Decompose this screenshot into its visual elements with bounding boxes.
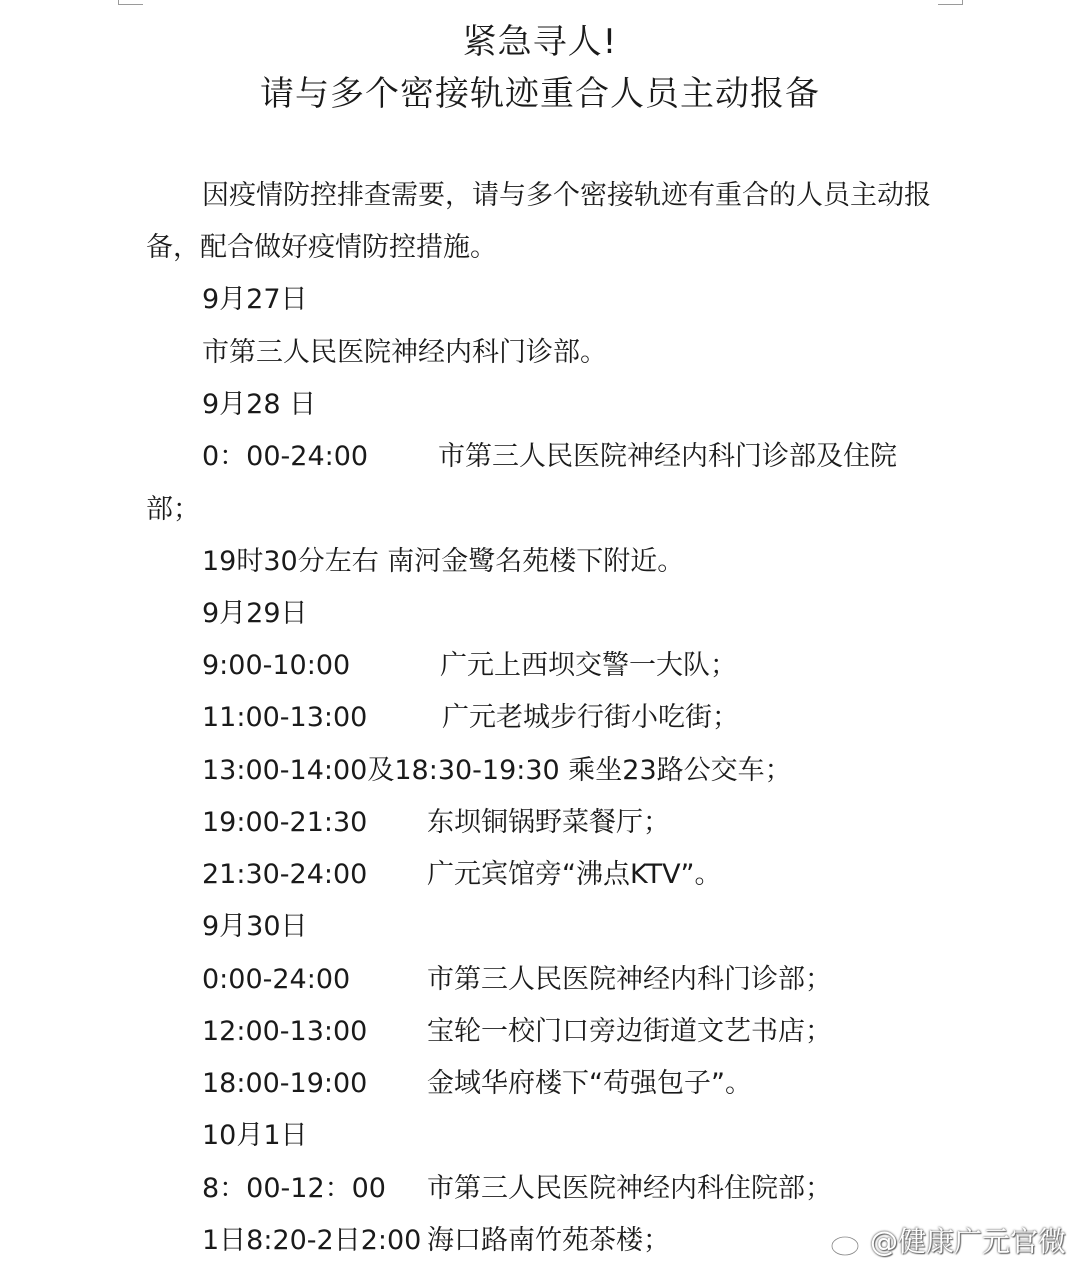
time-text: 19:00-21:30 (202, 807, 368, 838)
date-heading: 10月1日 (202, 1120, 308, 1151)
date-heading: 9月28 日 (202, 389, 317, 420)
place-text: 广元上西坝交警一大队； (440, 650, 737, 681)
place-text: 市第三人民医院神经内科门诊部及住院 (438, 441, 897, 472)
weibo-watermark (830, 1222, 1066, 1262)
document-subtitle: 请与多个密接轨迹重合人员主动报备 (260, 74, 820, 114)
time-place-text: 13:00-14:00及18:30-19:30 乘坐23路公交车； (202, 755, 792, 786)
place-text: 部； (146, 494, 200, 525)
place-text: 市第三人民医院神经内科门诊部； (427, 964, 832, 995)
time-text: 11:00-13:00 (202, 702, 368, 733)
time-text: 8：00-12：00 (202, 1173, 386, 1204)
time-text: 0：00-24:00 (202, 441, 369, 472)
place-text: 宝轮一校门口旁边街道文艺书店； (427, 1016, 832, 1047)
place-text: 广元老城步行街小吃街； (442, 702, 739, 733)
place-text: 市第三人民医院神经内科住院部； (427, 1173, 832, 1204)
date-heading: 9月30日 (202, 911, 308, 942)
place-text: 金域华府楼下“苟强包子”。 (427, 1068, 752, 1099)
place-text: 市第三人民医院神经内科门诊部。 (202, 337, 607, 368)
date-heading: 9月29日 (202, 598, 308, 629)
watermark-text: @健康广元官微 (870, 1225, 1067, 1258)
time-text: 21:30-24:00 (202, 859, 368, 890)
weibo-icon (830, 1227, 866, 1257)
page-corner-mark-right (938, 0, 963, 5)
time-text: 1日8:20-2日2:00 (202, 1225, 422, 1256)
time-text: 12:00-13:00 (202, 1016, 368, 1047)
time-place-text: 19时30分左右 南河金鹭名苑楼下附近。 (202, 546, 685, 577)
place-text: 东坝铜锅野菜餐厅； (427, 807, 670, 838)
time-text: 9:00-10:00 (202, 650, 351, 681)
time-text: 18:00-19:00 (202, 1068, 368, 1099)
document-title: 紧急寻人! (462, 22, 618, 62)
page-corner-mark-left (118, 0, 143, 5)
place-text: 海口路南竹苑茶楼； (427, 1225, 670, 1256)
time-text: 0:00-24:00 (202, 964, 351, 995)
intro-paragraph: 因疫情防控排查需要，请与多个密接轨迹有重合的人员主动报备，配合做好疫情防控措施。 (146, 180, 931, 263)
date-heading: 9月27日 (202, 284, 308, 315)
place-text: 广元宾馆旁“沸点KTV”。 (427, 859, 722, 890)
